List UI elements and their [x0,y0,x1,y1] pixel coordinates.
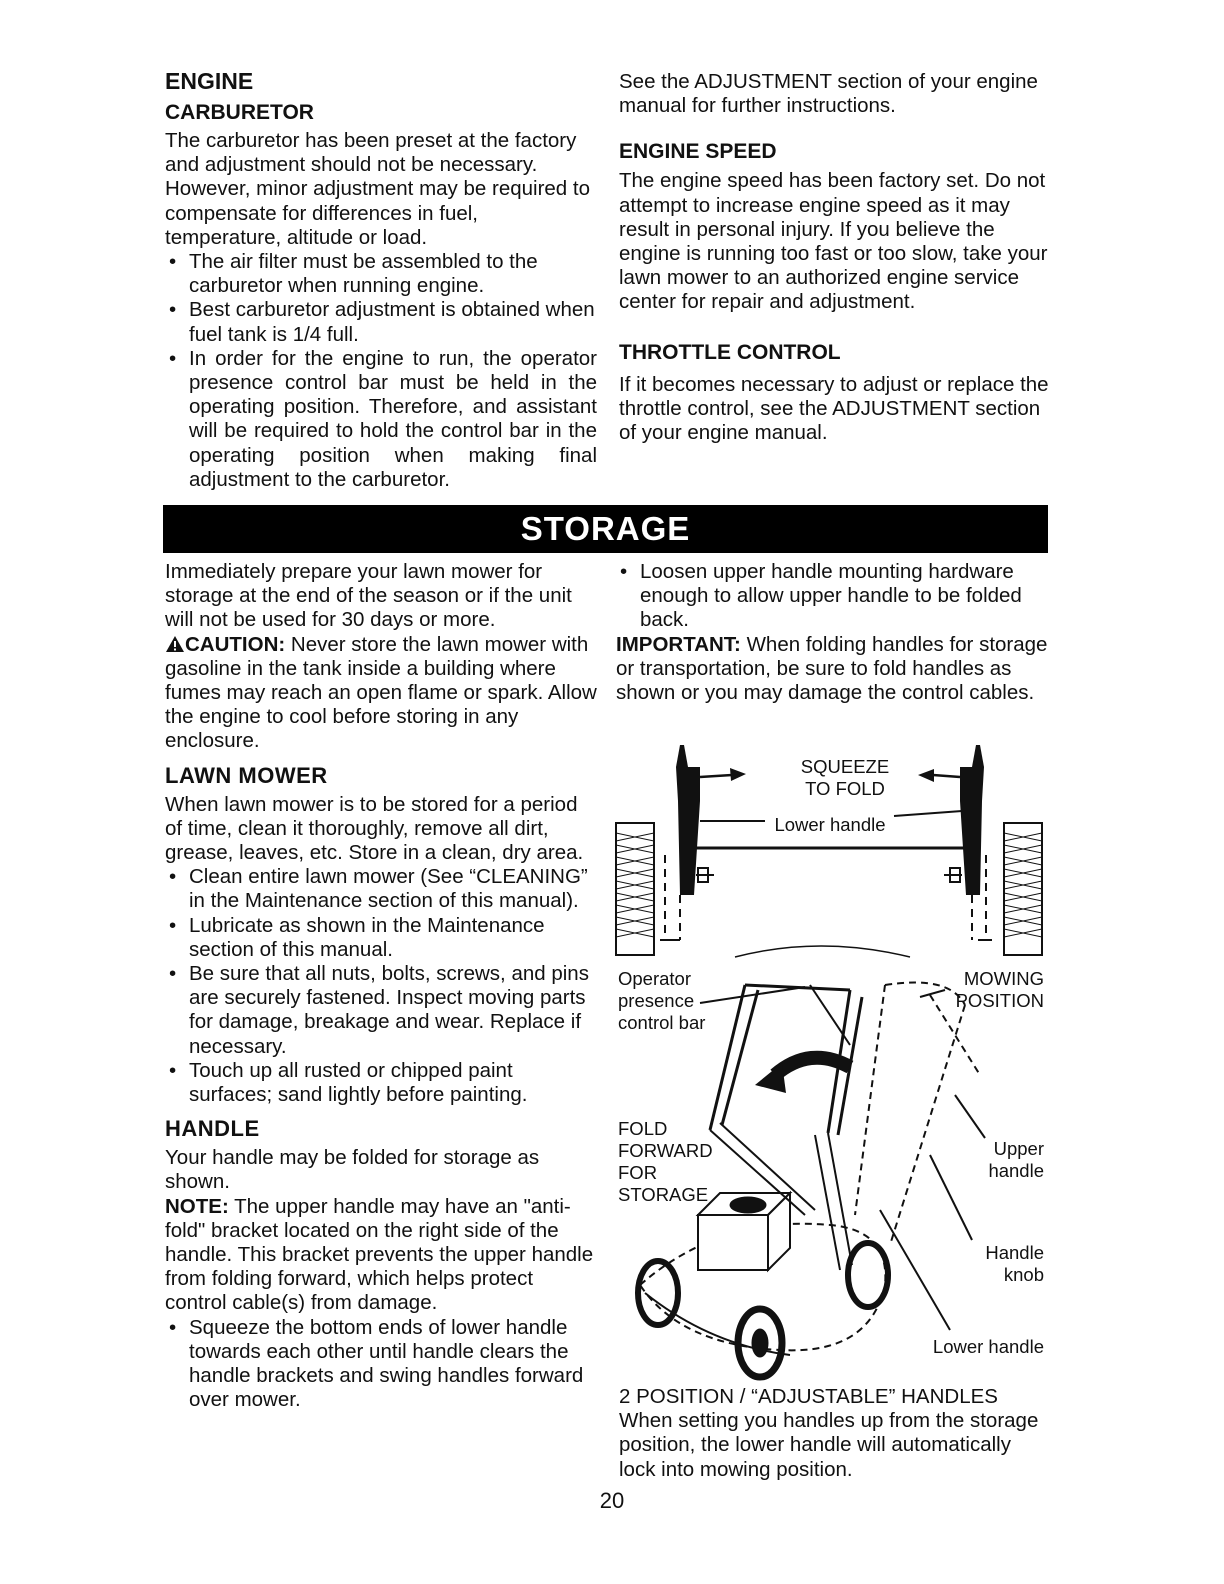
lawn-mower-text: When lawn mower is to be stored for a period of time, clean it thoroughly, remove all dirt, grease, leaves, etc. Store in a clean, dry area. [165,792,584,865]
note-paragraph [165,1195,597,1316]
caution-label: CAUTION: [185,632,286,656]
squeeze-label-1: SQUEEZE [800,756,890,777]
operator-label-3: control bar [618,1012,706,1033]
storage-intro: Immediately prepare your lawn mower for storage at the end of the season or if the unit will not be used for 30 days or more. [165,560,572,632]
operator-label-2: presence [618,990,695,1011]
list-item: • Clean entire lawn mower (See “CLEANING” in the Maintenance section of this manual). [165,865,597,913]
wheel-right [1004,823,1042,955]
fold-label-2: FORWARD [618,1140,713,1161]
adjustable-text: When setting you handles up from the storage position, the lower handle will automatically lock into mowing position. [619,1409,1039,1481]
fold-label-4: STORAGE [618,1184,709,1205]
fold-label-3: FOR [618,1162,658,1183]
engine-speed-text: The engine speed has been factory set. Do not attempt to increase engine speed as it may result in personal injury. If you believe the engine is running too fast or too slow, take your lawn mower to an authorized engine service center for repair and adjustment. [619,169,1048,314]
list-item: • Best carburetor adjustment is obtained when fuel tank is 1/4 full. [165,298,597,346]
engine-title: ENGINE [165,68,254,94]
mowing-label-2: POSITION [955,990,1044,1011]
important-paragraph [616,633,1050,706]
storage-left-section [165,560,597,1413]
important-text: When folding handles for storage or transportation, be sure to fold handles as shown or you may damage the control cables. [616,632,1048,705]
list-item: • Loosen upper handle mounting hardware enough to allow upper handle to be folded back. [616,560,1050,633]
warning-icon [165,635,185,653]
wheel-left [616,823,654,955]
squeeze-arrow-right-icon [918,769,960,782]
handle-bullets [165,1316,597,1413]
squeeze-label-2: TO FOLD [805,778,885,799]
throttle-title: THROTTLE CONTROL [619,340,841,364]
list-item: • The air filter must be assembled to the carburetor when running engine. [165,250,597,298]
storage-right-section [616,560,1050,705]
lower-handle-label-bottom: Lower handle [932,1336,1044,1357]
carburetor-text: The carburetor has been preset at the factory and adjustment should not be necessary. However, minor adjustment may be required to compensate for differences in fuel, temperature, altitude or load. [165,129,591,249]
knob-label-2: knob [1003,1264,1044,1285]
fold-arrow-icon [755,1063,786,1093]
knob-label-1: Handle [985,1242,1044,1263]
note-label: NOTE: [165,1194,229,1218]
list-item: • Touch up all rusted or chipped paint surfaces; sand lightly before painting. [165,1059,597,1107]
lawn-mower-bullets [165,865,597,1107]
fold-label-1: FOLD [618,1118,668,1139]
page-number: 20 [599,1488,625,1513]
list-item: • Squeeze the bottom ends of lower handle towards each other until handle clears the handle brackets and swing handles forward over mower. [165,1316,597,1413]
list-item: • In order for the engine to run, the operator presence control bar must be held in the operating position. Therefore, and assistant will be required to hold the control bar in the operating position when making final adjustment to the carburetor. [165,347,597,492]
mowing-label-1: MOWING [963,968,1044,989]
lower-handle-label-top: Lower handle [774,814,886,835]
caution-paragraph [165,633,597,754]
list-item: • Lubricate as shown in the Maintenance section of this manual. [165,914,597,962]
adjustable-title: 2 POSITION / “ADJUSTABLE” HANDLES [619,1385,998,1408]
upper-handle-label-1: Upper [993,1138,1044,1159]
caution-text: Never store the lawn mower with gasoline in the tank inside a building where fumes may reach an open flame or spark. Allow the engine to cool before storing in any enclosure. [165,632,597,753]
mower-illustration [638,983,980,1378]
lawn-mower-title: LAWN MOWER [165,762,328,788]
right-handle-bullets [616,560,1050,633]
engine-speed-title: ENGINE SPEED [619,140,777,164]
carburetor-bullets [165,250,597,492]
operator-label-1: Operator [618,968,692,989]
important-label: IMPORTANT: [616,632,741,656]
handle-fold-diagram [600,745,1060,1385]
storage-banner: STORAGE [163,505,1048,553]
adjustment-note: See the ADJUSTMENT section of your engine manual for further instructions. [619,70,1038,118]
upper-handle-label-2: handle [988,1160,1044,1181]
adjustable-handles-section [619,1385,1049,1482]
handle-text: Your handle may be folded for storage as shown. [165,1146,540,1194]
note-text: The upper handle may have an "anti-fold" bracket located on the right side of the handle. This bracket prevents the upper handle from folding forward, which helps protect control cable(s) from damage. [165,1194,594,1315]
engine-section [165,68,597,492]
squeeze-arrow-left-icon [700,768,746,781]
list-item: • Be sure that all nuts, bolts, screws, and pins are securely fastened. Inspect moving parts for damage, breakage and wear. Replace if necessary. [165,962,597,1059]
handle-title: HANDLE [165,1116,260,1142]
engine-right-section [619,70,1049,445]
throttle-text: If it becomes necessary to adjust or replace the throttle control, see the ADJUSTMENT section of your engine manual. [619,372,1049,445]
carburetor-title: CARBURETOR [165,101,314,124]
